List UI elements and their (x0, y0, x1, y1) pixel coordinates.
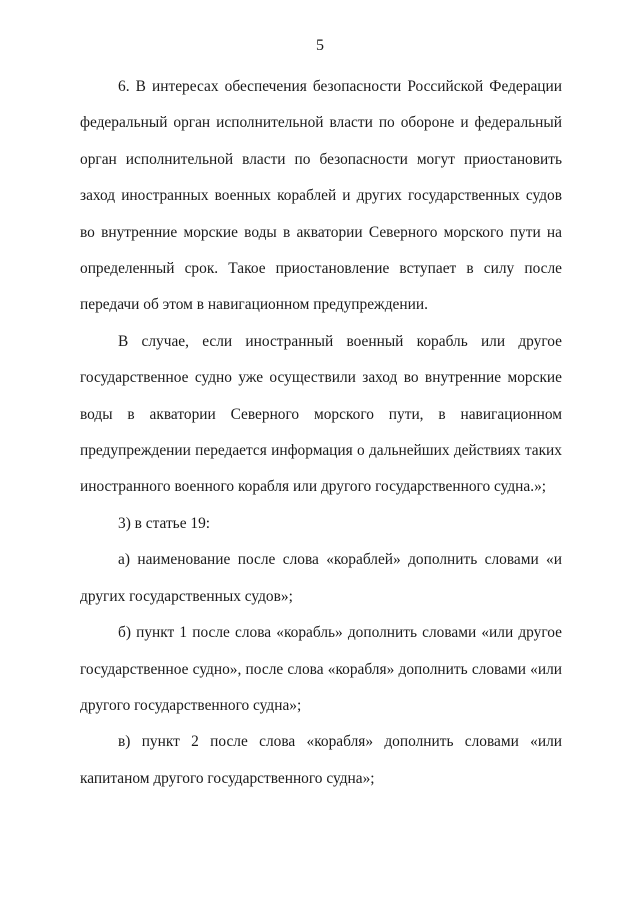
paragraph-subitem-v: в) пункт 2 после слова «корабля» дополнить словами «или капитаном другого государственного судна»; (80, 733, 562, 787)
paragraph-in-case: В случае, если иностранный военный корабль или другое государственное судно уже осуществили заход во внутренние морские воды в акватории Северного морского пути, в навигационном предупреждении передается информация о дальнейших действиях таких иностранного военного корабля или другого государственного судна.»; (80, 332, 562, 496)
document-body (80, 69, 562, 797)
paragraph-subitem-b: б) пункт 1 после слова «корабль» дополнить словами «или другое государственное судно», после слова «корабля» дополнить словами «или другого государственного судна»; (80, 624, 562, 714)
paragraph-subitem-a: а) наименование после слова «кораблей» дополнить словами «и других государственных судов»; (80, 551, 562, 605)
paragraph-item-6: 6. В интересах обеспечения безопасности Российской Федерации федеральный орган исполнительной власти по обороне и федеральный орган исполнительной власти по безопасности могут приостановить заход иностранных военных кораблей и других государственных судов во внутренние морские воды в акватории Северного морского пути на определенный срок. Такое приостановление вступает в силу после передачи об этом в навигационном предупреждении. (80, 78, 562, 314)
page-number: 5 (316, 37, 324, 54)
paragraph-article-19: 3) в статье 19: (118, 514, 211, 532)
